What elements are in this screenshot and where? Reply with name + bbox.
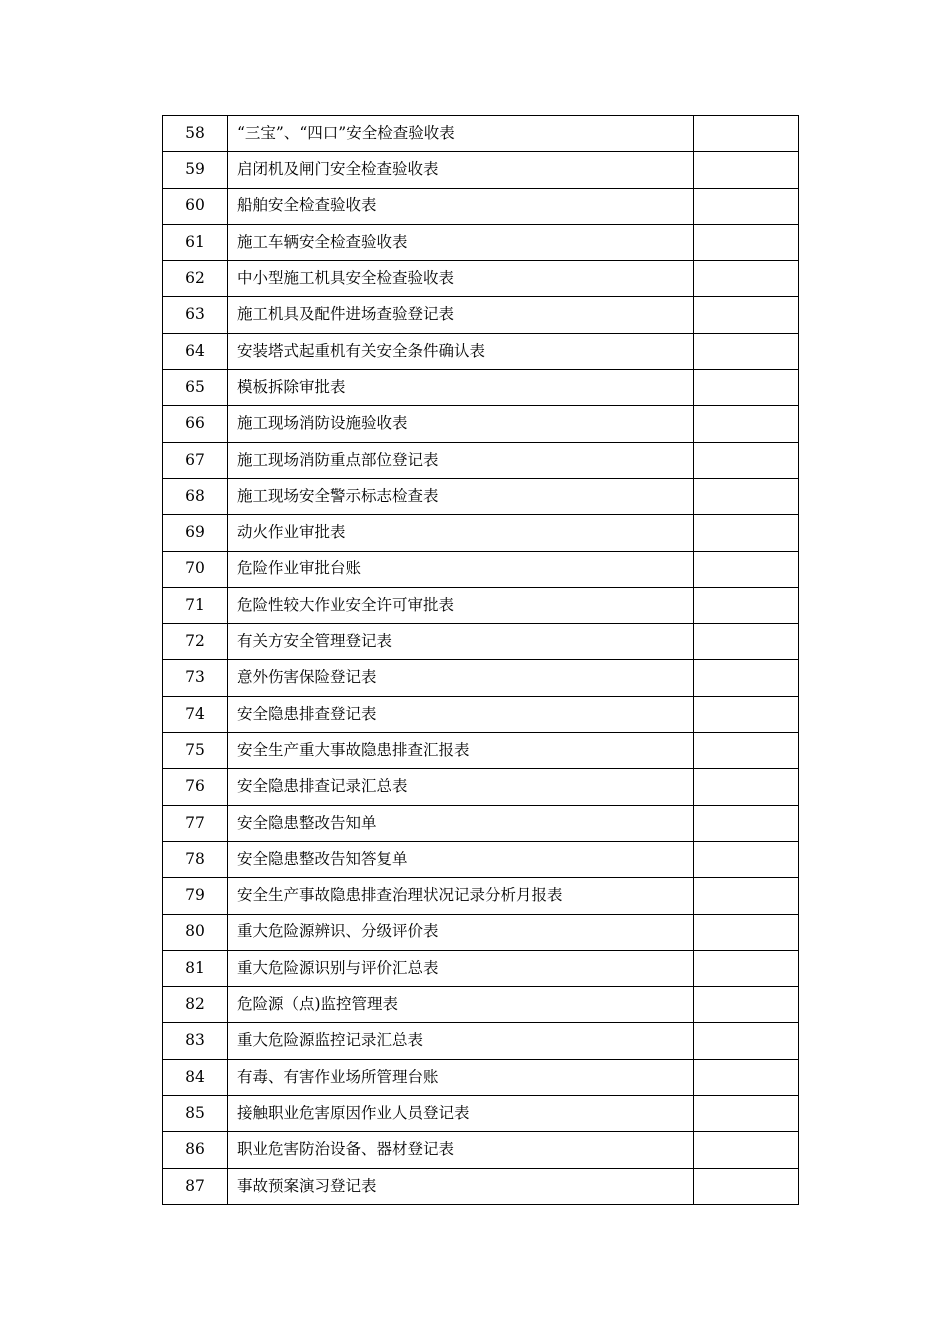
form-title-cell: 安全隐患排查记录汇总表 [228,769,694,805]
form-title-cell: 施工机具及配件进场查验登记表 [228,297,694,333]
form-title-cell: 安全隐患整改告知单 [228,805,694,841]
table-row [163,1059,799,1095]
remarks-cell [694,1096,799,1132]
row-number-cell: 59 [163,152,228,188]
form-title-cell: 安全隐患整改告知答复单 [228,841,694,877]
remarks-cell [694,406,799,442]
form-title-cell: 安全生产事故隐患排查治理状况记录分析月报表 [228,878,694,914]
table-row [163,950,799,986]
row-number-cell: 69 [163,515,228,551]
table-row [163,152,799,188]
form-title-cell: 接触职业危害原因作业人员登记表 [228,1096,694,1132]
form-title-cell: 危险作业审批台账 [228,551,694,587]
table-row [163,1023,799,1059]
row-number-cell: 87 [163,1168,228,1204]
form-title-cell: 有关方安全管理登记表 [228,624,694,660]
table-row [163,587,799,623]
remarks-cell [694,261,799,297]
remarks-cell [694,1023,799,1059]
row-number-cell: 84 [163,1059,228,1095]
table-row [163,660,799,696]
form-title-cell: 危险性较大作业安全许可审批表 [228,587,694,623]
table-row [163,261,799,297]
table-body [163,116,799,1205]
table-row [163,116,799,152]
remarks-cell [694,551,799,587]
row-number-cell: 82 [163,987,228,1023]
remarks-cell [694,152,799,188]
remarks-cell [694,987,799,1023]
row-number-cell: 77 [163,805,228,841]
row-number-cell: 80 [163,914,228,950]
remarks-cell [694,478,799,514]
form-title-cell: 重大危险源监控记录汇总表 [228,1023,694,1059]
form-title-cell: 动火作业审批表 [228,515,694,551]
row-number-cell: 71 [163,587,228,623]
form-title-cell: 启闭机及闸门安全检查验收表 [228,152,694,188]
table-row [163,442,799,478]
table-row [163,370,799,406]
remarks-cell [694,370,799,406]
table-row [163,478,799,514]
row-number-cell: 62 [163,261,228,297]
table-row [163,406,799,442]
form-title-cell: 中小型施工机具安全检查验收表 [228,261,694,297]
remarks-cell [694,1168,799,1204]
table-row [163,515,799,551]
table-row [163,1096,799,1132]
remarks-cell [694,442,799,478]
form-title-cell: 安装塔式起重机有关安全条件确认表 [228,333,694,369]
row-number-cell: 74 [163,696,228,732]
form-title-cell: 职业危害防治设备、器材登记表 [228,1132,694,1168]
form-title-cell: 施工车辆安全检查验收表 [228,224,694,260]
remarks-cell [694,660,799,696]
form-title-cell: 施工现场消防重点部位登记表 [228,442,694,478]
table-row [163,878,799,914]
remarks-cell [694,624,799,660]
remarks-cell [694,878,799,914]
table-row [163,551,799,587]
table-row [163,297,799,333]
remarks-cell [694,515,799,551]
row-number-cell: 81 [163,950,228,986]
table-row [163,805,799,841]
row-number-cell: 64 [163,333,228,369]
row-number-cell: 72 [163,624,228,660]
remarks-cell [694,116,799,152]
form-title-cell: 意外伤害保险登记表 [228,660,694,696]
remarks-cell [694,1132,799,1168]
form-title-cell: 施工现场安全警示标志检查表 [228,478,694,514]
row-number-cell: 85 [163,1096,228,1132]
row-number-cell: 68 [163,478,228,514]
row-number-cell: 79 [163,878,228,914]
row-number-cell: 73 [163,660,228,696]
row-number-cell: 75 [163,733,228,769]
remarks-cell [694,224,799,260]
row-number-cell: 76 [163,769,228,805]
remarks-cell [694,841,799,877]
form-title-cell: 重大危险源辨识、分级评价表 [228,914,694,950]
table-row [163,696,799,732]
remarks-cell [694,733,799,769]
form-title-cell: 事故预案演习登记表 [228,1168,694,1204]
row-number-cell: 63 [163,297,228,333]
table-row [163,188,799,224]
remarks-cell [694,1059,799,1095]
remarks-cell [694,914,799,950]
form-title-cell: 危险源（点)监控管理表 [228,987,694,1023]
row-number-cell: 58 [163,116,228,152]
row-number-cell: 83 [163,1023,228,1059]
remarks-cell [694,333,799,369]
form-title-cell: 船舶安全检查验收表 [228,188,694,224]
row-number-cell: 70 [163,551,228,587]
form-title-cell: 有毒、有害作业场所管理台账 [228,1059,694,1095]
table-row [163,987,799,1023]
table-row [163,333,799,369]
row-number-cell: 65 [163,370,228,406]
document-table [162,115,799,1205]
row-number-cell: 78 [163,841,228,877]
remarks-cell [694,950,799,986]
remarks-cell [694,188,799,224]
table-row [163,769,799,805]
remarks-cell [694,587,799,623]
table-row [163,841,799,877]
row-number-cell: 66 [163,406,228,442]
table-row [163,624,799,660]
form-title-cell: 模板拆除审批表 [228,370,694,406]
form-title-cell: 施工现场消防设施验收表 [228,406,694,442]
remarks-cell [694,297,799,333]
table-row [163,1132,799,1168]
table-row [163,733,799,769]
table-row [163,224,799,260]
table-row [163,914,799,950]
row-number-cell: 61 [163,224,228,260]
form-title-cell: “三宝”、“四口”安全检查验收表 [228,116,694,152]
form-title-cell: 安全隐患排查登记表 [228,696,694,732]
form-title-cell: 重大危险源识别与评价汇总表 [228,950,694,986]
row-number-cell: 60 [163,188,228,224]
form-title-cell: 安全生产重大事故隐患排查汇报表 [228,733,694,769]
row-number-cell: 67 [163,442,228,478]
remarks-cell [694,805,799,841]
remarks-cell [694,696,799,732]
remarks-cell [694,769,799,805]
table-row [163,1168,799,1204]
row-number-cell: 86 [163,1132,228,1168]
